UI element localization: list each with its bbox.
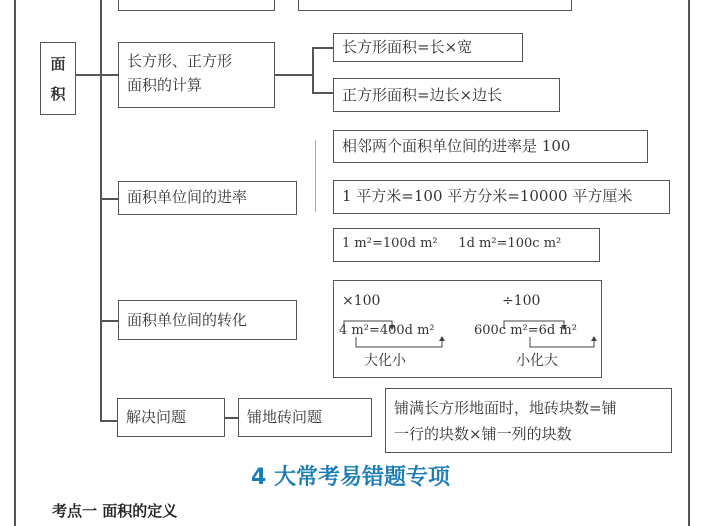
rate-node: 面积单位间的进率 — [118, 181, 297, 215]
divide-label: ÷100 — [502, 293, 541, 309]
rate-fact-2: 1 平方米=100 平方分米=10000 平方厘米 — [333, 180, 670, 214]
tile-node: 铺地砖问题 — [238, 398, 372, 437]
connector — [76, 74, 118, 76]
tile-rule-1: 铺满长方形地面时，地砖块数=铺 — [394, 399, 617, 417]
tile-rule-box — [385, 388, 672, 453]
convert-example-box — [333, 280, 602, 378]
connector — [100, 420, 117, 422]
calc-node — [118, 42, 275, 108]
cut-box-2 — [298, 0, 572, 11]
multiply-label: ×100 — [342, 293, 381, 309]
root-node — [40, 42, 76, 115]
convert-node: 面积单位间的转化 — [118, 300, 297, 340]
connector — [100, 320, 118, 322]
equation-2: 600c m²=6d m² — [474, 323, 577, 338]
frame-right — [688, 0, 690, 526]
connector — [312, 92, 333, 94]
root-label-1: 面 — [50, 55, 66, 73]
cut-box-1 — [118, 0, 275, 11]
connector — [312, 47, 314, 93]
frame-left — [14, 0, 16, 526]
connector — [312, 47, 333, 49]
tile-rule-2: 一行的块数×铺一列的块数 — [394, 425, 572, 443]
small-to-big-label: 小化大 — [516, 353, 558, 369]
connector — [225, 417, 238, 419]
connector — [100, 198, 118, 200]
section-title: 4 大常考易错题专项 — [251, 465, 450, 490]
square-formula-box: 正方形面积=边长×边长 — [333, 78, 560, 112]
rate-fact-3 — [333, 228, 600, 262]
connector — [315, 140, 316, 212]
equation-1: 4 m²=400d m² — [339, 323, 435, 338]
trunk-line — [100, 0, 102, 421]
rate-fact-1: 相邻两个面积单位间的进率是 100 — [333, 130, 648, 163]
rate-fact-3b: 1d m²=100c m² — [458, 236, 562, 251]
rect-formula-box: 长方形面积=长×宽 — [333, 33, 523, 62]
connector — [275, 74, 312, 76]
calc-label-2: 面积的计算 — [127, 76, 203, 94]
big-to-small-label: 大化小 — [364, 353, 406, 369]
solve-node: 解决问题 — [117, 398, 225, 437]
point-heading: 考点一 面积的定义 — [52, 502, 178, 520]
calc-label-1: 长方形、正方形 — [127, 52, 233, 70]
rate-fact-3a: 1 m²=100d m² — [342, 236, 438, 251]
root-label-2: 积 — [50, 85, 66, 103]
